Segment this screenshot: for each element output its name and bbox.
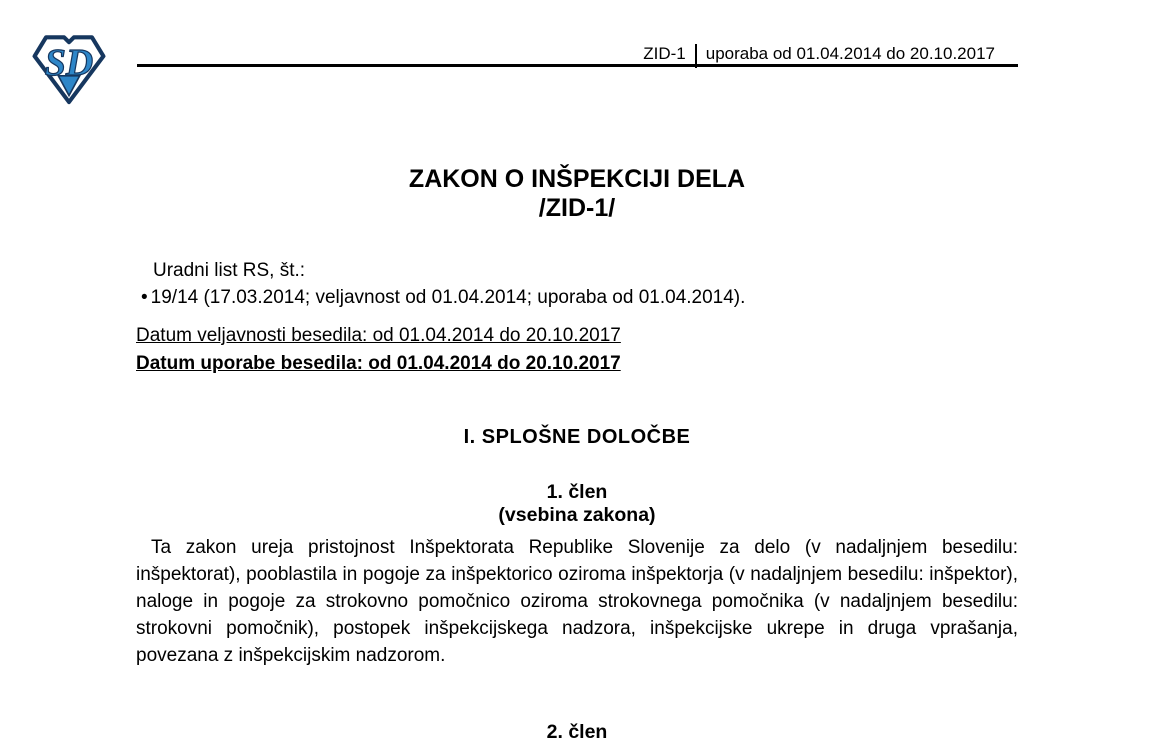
gazette-item-text: 19/14 (17.03.2014; veljavnost od 01.04.2014; uporaba od 01.04.2014). <box>150 287 746 308</box>
header-validity-note: uporaba od 01.04.2014 do 20.10.2017 <box>705 44 995 63</box>
validity-block <box>136 322 1018 378</box>
document-title-line1: ZAKON O INŠPEKCIJI DELA <box>408 165 746 193</box>
publisher-logo <box>28 26 110 106</box>
header-meta <box>643 44 995 64</box>
document-title-line2: /ZID-1/ <box>538 194 616 222</box>
gazette-label: Uradni list RS, št.: <box>153 260 306 281</box>
document-title <box>136 165 1018 223</box>
bullet-icon: • <box>141 287 148 308</box>
validity-effective-line: Datum veljavnosti besedila: od 01.04.2014 do 20.10.2017 <box>136 325 621 346</box>
article-1-subtitle: (vsebina zakona) <box>498 504 656 526</box>
header-doc-code: ZID-1 <box>643 44 686 63</box>
article-1-heading <box>136 481 1018 527</box>
sd-diamond-icon <box>28 26 110 106</box>
article-2-number: 2. člen <box>546 721 608 743</box>
logo-letters: SD <box>44 42 94 85</box>
header-divider-line <box>137 64 1018 67</box>
header-separator-bar <box>695 44 697 68</box>
validity-usage-line: Datum uporabe besedila: od 01.04.2014 do 20.10.2017 <box>136 353 621 374</box>
article-1-body: Ta zakon ureja pristojnost Inšpektorata Republike Slovenije za delo (v nadaljnjem besedilu: inšpektorat), pooblastila in pogoje za inšpektorico oziroma inšpektorja (v nadaljnjem besedilu: inšpektor), naloge in pogoje za strokovno pomočnico oziroma strokovnega pomočnika (v nadaljnjem besedilu: strokovni pomočnik), postopek inšpekcijskega nadzora, inšpekcijske ukrepe in druga vprašanja, povezana z inšpekcijskim nadzorom. <box>136 537 1018 666</box>
article-1-number: 1. člen <box>546 481 608 503</box>
chapter-heading: I. SPLOŠNE DOLOČBE <box>463 426 691 448</box>
gazette-list-item <box>136 284 1018 311</box>
